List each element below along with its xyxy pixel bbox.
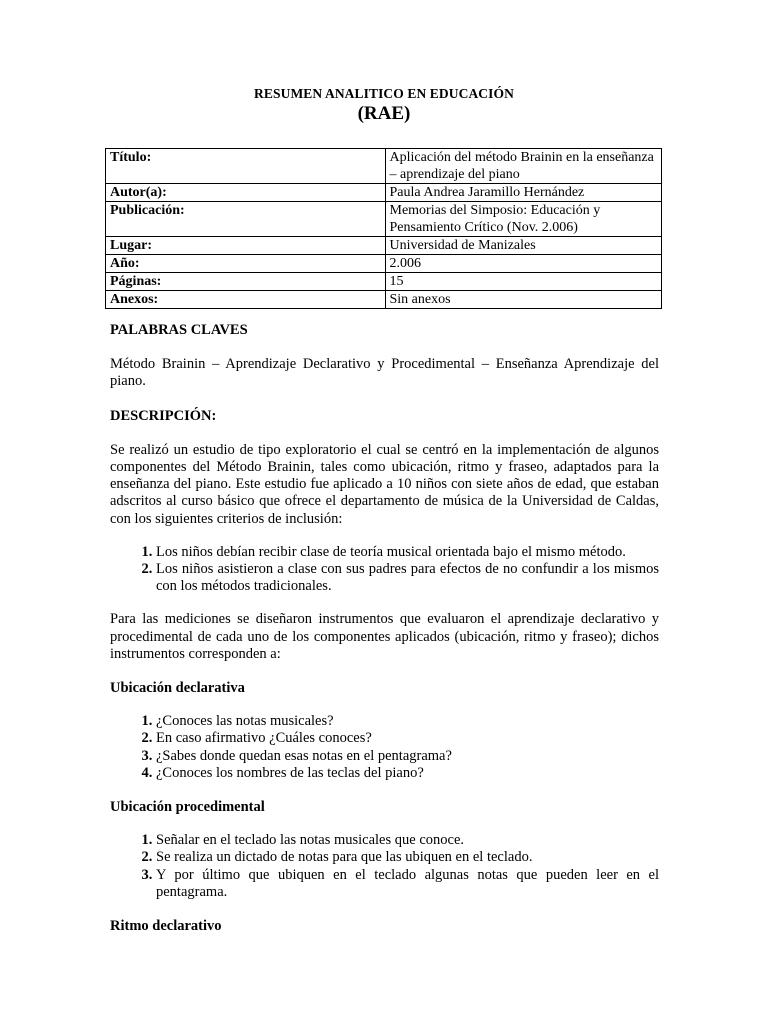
metadata-key: Anexos: <box>106 291 386 309</box>
table-row <box>106 273 662 291</box>
ubicacion-declarativa-list <box>110 713 659 782</box>
metadata-value: Sin anexos <box>385 291 662 309</box>
keywords-text: Método Brainin – Aprendizaje Declarativo y Procedimental – Enseñanza Aprendizaje del piano. <box>110 356 659 390</box>
table-row <box>106 149 662 184</box>
list-item: 1. Señalar en el teclado las notas musicales que conoce. <box>156 832 659 849</box>
metadata-key: Título: <box>106 149 386 184</box>
metadata-key: Páginas: <box>106 273 386 291</box>
metadata-value: Aplicación del método Brainin en la enseñanza – aprendizaje del piano <box>385 149 662 184</box>
table-row <box>106 237 662 255</box>
metadata-key: Lugar: <box>106 237 386 255</box>
list-item: 2. En caso afirmativo ¿Cuáles conoces? <box>156 730 659 747</box>
section-heading: Ritmo declarativo <box>110 918 222 935</box>
list-item: 2. Se realiza un dictado de notas para que las ubiquen en el teclado. <box>156 849 659 866</box>
list-item: 1. ¿Conoces las notas musicales? <box>156 713 659 730</box>
section-heading: Ubicación procedimental <box>110 799 265 816</box>
document-subtitle: (RAE) <box>357 103 411 124</box>
section-heading: Ubicación declarativa <box>110 680 245 697</box>
metadata-value: Memorias del Simposio: Educación y Pensamiento Crítico (Nov. 2.006) <box>385 202 662 237</box>
list-item: 1. Los niños debían recibir clase de teoría musical orientada bajo el mismo método. <box>156 544 659 561</box>
metadata-value: Paula Andrea Jaramillo Hernández <box>385 184 662 202</box>
list-item: 3. Y por último que ubiquen en el teclado algunas notas que pueden leer en el pentagrama. <box>156 867 659 901</box>
metadata-key: Año: <box>106 255 386 273</box>
document-title: RESUMEN ANALITICO EN EDUCACIÓN <box>254 86 514 101</box>
description-paragraph: Para las mediciones se diseñaron instrumentos que evaluaron el aprendizaje declarativo y procedimental de cada uno de los componentes aplicados (ubicación, ritmo y fraseo); dichos instrumentos corresponden a: <box>110 611 659 662</box>
list-item: 4. ¿Conoces los nombres de las teclas del piano? <box>156 765 659 782</box>
metadata-key: Autor(a): <box>106 184 386 202</box>
list-item: 2. Los niños asistieron a clase con sus padres para efectos de no confundir a los mismos con los métodos tradicionales. <box>156 561 659 595</box>
ubicacion-procedimental-list <box>110 832 659 901</box>
document-body <box>110 322 659 935</box>
metadata-key: Publicación: <box>106 202 386 237</box>
description-heading: DESCRIPCIÓN: <box>110 407 217 424</box>
criteria-list <box>110 544 659 596</box>
list-item: 3. ¿Sabes donde quedan esas notas en el pentagrama? <box>156 748 659 765</box>
table-row <box>106 202 662 237</box>
metadata-value: Universidad de Manizales <box>385 237 662 255</box>
metadata-table <box>105 148 662 309</box>
table-row <box>106 291 662 309</box>
description-paragraph: Se realizó un estudio de tipo exploratorio el cual se centró en la implementación de algunos componentes del Método Brainin, tales como ubicación, ritmo y fraseo, adaptados para la enseñanza del piano. Este estudio fue aplicado a 10 niños con siete años de edad, que estaban adscritos al curso básico que ofrece el departamento de música de la Universidad de Caldas, con los siguientes criterios de inclusión: <box>110 441 659 527</box>
metadata-value: 15 <box>385 273 662 291</box>
metadata-value: 2.006 <box>385 255 662 273</box>
keywords-heading: PALABRAS CLAVES <box>110 322 248 338</box>
table-row <box>106 184 662 202</box>
table-row <box>106 255 662 273</box>
